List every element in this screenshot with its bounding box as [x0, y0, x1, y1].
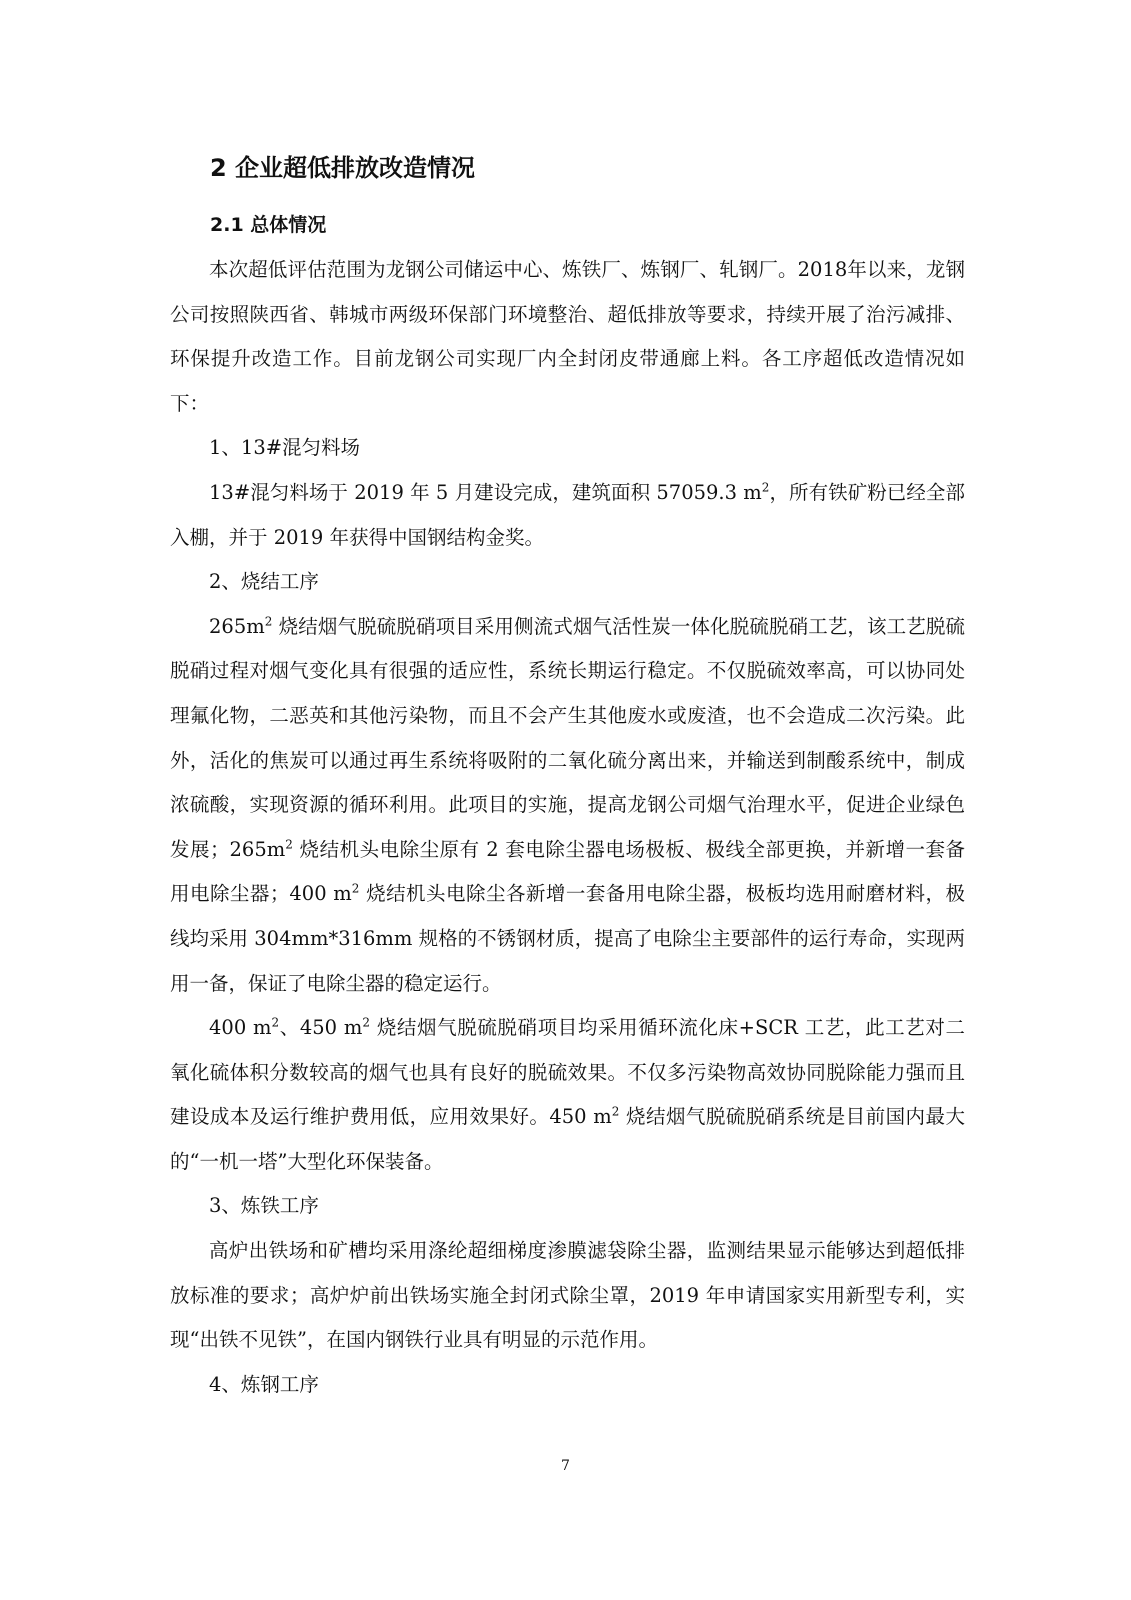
mixing-yard-paragraph	[170, 471, 965, 560]
text-run: 烧结烟气脱硫脱硝项目采用侧流式烟气活性炭一体化脱硫脱硝工艺，该工艺脱硫脱硝过程对烟气变化具有很强的适应性，系统长期运行稳定。不仅脱硫效率高，可以协同处理氟化物，二恶英和其他污染物，而且不会产生其他废水或废渣，也不会造成二次污染。此外，活化的焦炭可以通过再生系统将吸附的二氧化硫分离出来，并输送到制酸系统中，制成浓硫酸，实现资源的循环利用。此项目的实施，提高龙钢公司烟气治理水平，促进企业绿色发展；265m	[170, 614, 965, 861]
text-run: 265m	[209, 614, 265, 638]
page-body	[170, 150, 965, 1407]
sintering-paragraph-2	[170, 1006, 965, 1184]
superscript: 2	[271, 1015, 280, 1030]
superscript: 2	[285, 837, 293, 852]
item-heading-sintering: 2、烧结工序	[209, 570, 319, 594]
ironmaking-paragraph: 高炉出铁场和矿槽均采用涤纶超细梯度渗膜滤袋除尘器，监测结果显示能够达到超低排放标准的要求；高炉炉前出铁场实施全封闭式除尘罩，2019 年申请国家实用新型专利，实现“出铁不见铁”，在国内钢铁行业具有明显的示范作用。	[170, 1239, 965, 1352]
subsection-heading: 2.1 总体情况	[210, 214, 327, 236]
item-heading-steelmaking: 4、炼钢工序	[209, 1372, 319, 1396]
text-run: 、450 m	[279, 1016, 363, 1040]
text-run: 烧结烟气脱硫脱硝项目均采用循环流化床+SCR 工艺，此工艺对二氧化硫体积分数较高的烟气也具有良好的脱硫效果。不仅多污染物高效协同脱除能力强而且建设成本及运行维护费用低，应用效果好。450 m	[170, 1016, 965, 1129]
superscript: 2	[351, 881, 360, 896]
text-run: ，所有铁矿粉已经全部入棚，并于 2019 年获得中国钢结构金奖。	[170, 480, 965, 549]
section-heading: 2 企业超低排放改造情况	[210, 154, 476, 182]
text-run: 烧结烟气脱硫脱硝系统是目前国内最大的“一机一塔”大型化环保装备。	[170, 1105, 965, 1173]
page-number: 7	[561, 1458, 570, 1474]
item-heading-ironmaking: 3、炼铁工序	[209, 1194, 319, 1218]
item-heading-mixing-yard: 1、13#混匀料场	[209, 436, 361, 460]
superscript: 2	[761, 480, 770, 495]
superscript: 2	[611, 1104, 620, 1119]
superscript: 2	[362, 1015, 371, 1030]
sintering-paragraph-1	[170, 605, 965, 1006]
intro-paragraph: 本次超低评估范围为龙钢公司储运中心、炼铁厂、炼钢厂、轧钢厂。2018年以来，龙钢公司按照陕西省、韩城市两级环保部门环境整治、超低排放等要求，持续开展了治污减排、环保提升改造工作。目前龙钢公司实现厂内全封闭皮带通廊上料。各工序超低改造情况如下：	[170, 258, 965, 415]
superscript: 2	[264, 614, 273, 629]
text-run: 烧结机头电除尘各新增一套备用电除尘器，极板均选用耐磨材料，极线均采用 304mm*316mm 规格的不锈钢材质，提高了电除尘主要部件的运行寿命，实现两用一备，保证了电除尘器的稳定运行。	[170, 882, 965, 995]
text-run: 13#混匀料场于 2019 年 5 月建设完成，建筑面积 57059.3 m	[209, 480, 762, 504]
text-run: 烧结机头电除尘原有 2 套电除尘器电场极板、极线全部更换，并新增一套备用电除尘器；400 m	[170, 837, 965, 906]
text-run: 400 m	[209, 1016, 272, 1040]
